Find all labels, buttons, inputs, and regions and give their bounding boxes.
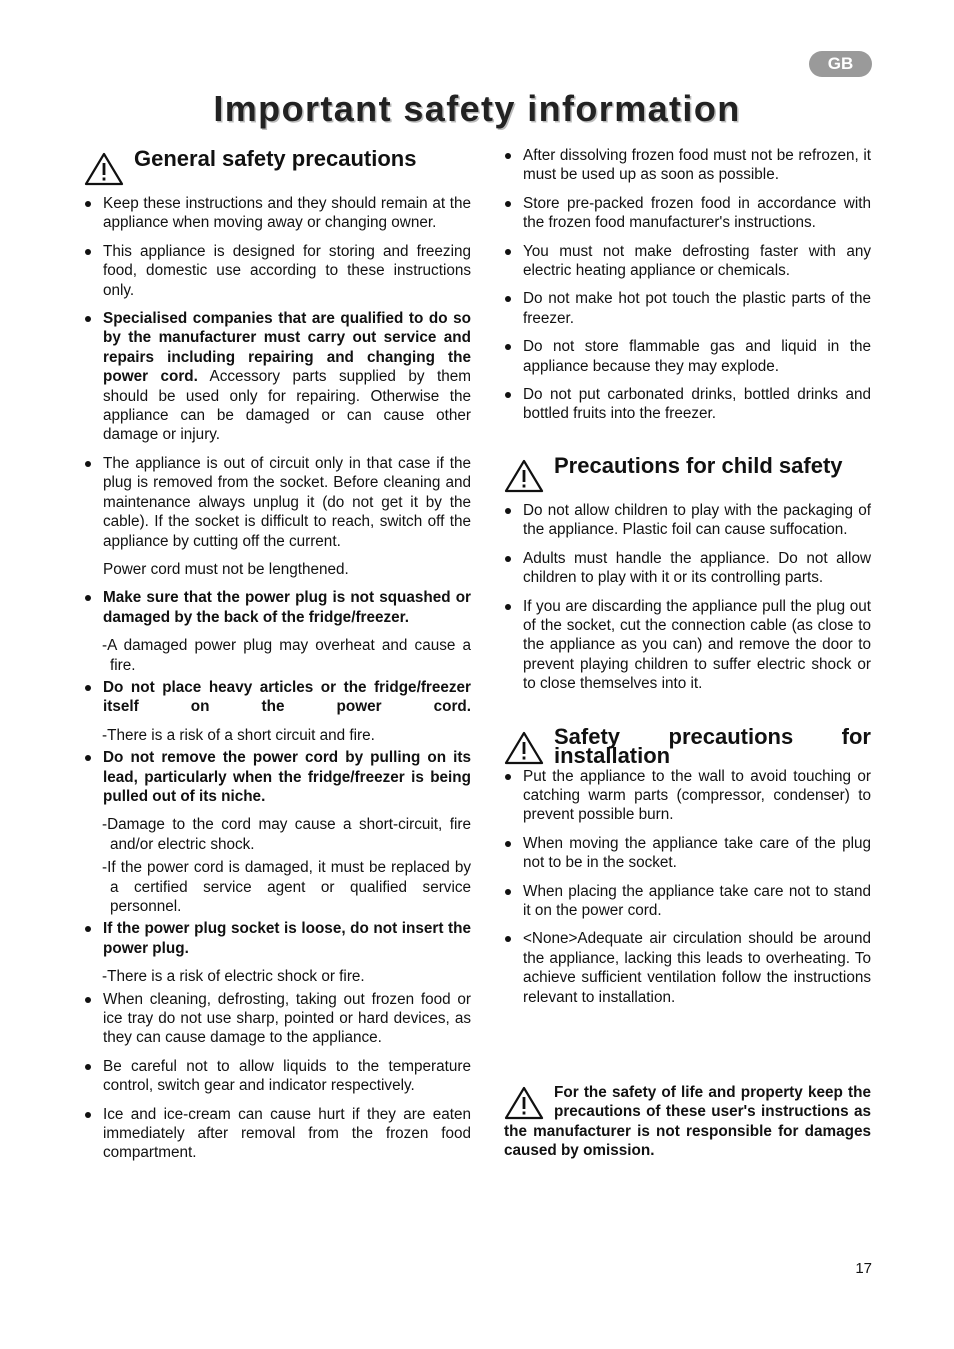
left-column xyxy=(84,148,471,1172)
list-item: After dissolving frozen food must not be refrozen, it must be used up as soon as possible. xyxy=(504,146,871,185)
general-safety-heading: General safety precautions xyxy=(134,146,417,171)
general-safety-list-cont xyxy=(84,678,471,717)
list-item: When moving the appliance take care of the plug not to be in the socket. xyxy=(504,834,871,873)
dash-note: -A damaged power plug may overheat and cause a fire. xyxy=(102,637,471,674)
list-item: Do not put carbonated drinks, bottled drinks and bottled fruits into the freezer. xyxy=(504,385,871,424)
list-item: When placing the appliance take care not to stand it on the power cord. xyxy=(504,882,871,921)
page-title: Important safety information xyxy=(213,88,741,129)
warning-triangle-icon xyxy=(84,152,124,186)
list-item: The appliance is out of circuit only in that case if the plug is removed from the socket. Before cleaning and maintenance always unplug it (do not get it by the cable). If the socket is difficult to reach, switch off the appliance by cutting off the current. xyxy=(84,454,471,551)
right-column xyxy=(504,146,871,1161)
warning-triangle-icon xyxy=(504,459,544,493)
list-item: Do not remove the power cord by pulling on its lead, particularly when the fridge/freezer is being pulled out of its niche. xyxy=(84,748,471,806)
general-safety-list xyxy=(84,194,471,551)
installation-heading-line1: Safety precautions for xyxy=(554,723,871,749)
list-item: Do not allow children to play with the packaging of the appliance. Plastic foil can cause suffocation. xyxy=(504,501,871,540)
list-item: Be careful not to allow liquids to the temperature control, switch gear and indicator respectively. xyxy=(84,1057,471,1096)
list-item: Do not store flammable gas and liquid in the appliance because they may explode. xyxy=(504,337,871,376)
final-safety-note xyxy=(504,1083,871,1161)
dash-note: -If the power cord is damaged, it must be replaced by a certified service agent or qualified service personnel. xyxy=(102,859,471,915)
installation-header xyxy=(504,723,871,768)
bold-text: Specialised companies that are qualified to do so by the manufacturer must carry out service and repairs including repairing and changing the power cord. xyxy=(103,310,471,386)
general-safety-list-cont xyxy=(84,748,471,806)
list-item xyxy=(84,309,471,445)
installation-list xyxy=(504,767,871,1007)
list-item: If the power plug socket is loose, do not insert the power plug. xyxy=(84,919,471,958)
page-number: 17 xyxy=(855,1260,872,1277)
list-item: This appliance is designed for storing and freezing food, domestic use according to these instructions only. xyxy=(84,242,471,300)
list-item: Keep these instructions and they should remain at the appliance when moving away or changing owner. xyxy=(84,194,471,233)
general-safety-header xyxy=(84,148,471,186)
child-safety-header xyxy=(504,452,871,493)
general-safety-list-cont xyxy=(84,990,471,1163)
general-safety-list-cont xyxy=(84,919,471,958)
list-item: Ice and ice-cream can cause hurt if they are eaten immediately after removal from the frozen food compartment. xyxy=(84,1105,471,1163)
list-item: <None>Adequate air circulation should be around the appliance, lacking this leads to overheating. To achieve sufficient ventilation follow the instructions relevant to installation. xyxy=(504,929,871,1007)
dash-note: -Damage to the cord may cause a short-circuit, fire and/or electric shock. xyxy=(102,816,471,853)
child-safety-list xyxy=(504,501,871,694)
child-safety-section xyxy=(504,452,871,694)
list-item: Adults must handle the appliance. Do not allow children to play with it or its controlling parts. xyxy=(504,549,871,588)
list-item: Do not make hot pot touch the plastic parts of the freezer. xyxy=(504,289,871,328)
normal-text: Accessory parts supplied by them should be used only for repairing. Otherwise the appliance can be damaged or can cause other damage or injury. xyxy=(103,368,471,444)
list-item: If you are discarding the appliance pull the plug out of the socket, cut the connection cable (as close to the appliance as you can) and remove the door to prevent playing children to suffer electric shock or to close themselves into it. xyxy=(504,597,871,694)
list-item: Make sure that the power plug is not squashed or damaged by the back of the fridge/freezer. xyxy=(84,588,471,627)
list-item: When cleaning, defrosting, taking out frozen food or ice tray do not use sharp, pointed or hard devices, as they can cause damage to the appliance. xyxy=(84,990,471,1048)
note-text: Power cord must not be lengthened. xyxy=(103,560,349,578)
child-safety-heading: Precautions for child safety xyxy=(554,452,843,478)
warning-triangle-icon xyxy=(504,1086,544,1120)
final-note-text: For the safety of life and property keep the precautions of these user's instructions as the manufacturer is not responsible for damages caused by omission. xyxy=(504,1084,871,1160)
dash-note: -There is a risk of electric shock or fire. xyxy=(102,968,365,986)
list-item: Store pre-packed frozen food in accordance with the frozen food manufacturer's instructions. xyxy=(504,194,871,233)
dash-note: -There is a risk of a short circuit and fire. xyxy=(102,726,375,744)
list-item: Put the appliance to the wall to avoid touching or catching warm parts (compressor, condenser) to prevent possible burn. xyxy=(504,767,871,825)
language-badge: GB xyxy=(809,51,872,77)
list-item: You must not make defrosting faster with any electric heating appliance or chemicals. xyxy=(504,242,871,281)
freezer-precautions-list xyxy=(504,146,871,424)
installation-heading-line2: installation xyxy=(554,742,671,768)
warning-triangle-icon xyxy=(504,731,544,765)
installation-section xyxy=(504,723,871,1007)
installation-heading xyxy=(554,723,871,768)
list-item: Do not place heavy articles or the fridge/freezer itself on the power cord. xyxy=(84,678,471,717)
general-safety-list-cont xyxy=(84,588,471,627)
